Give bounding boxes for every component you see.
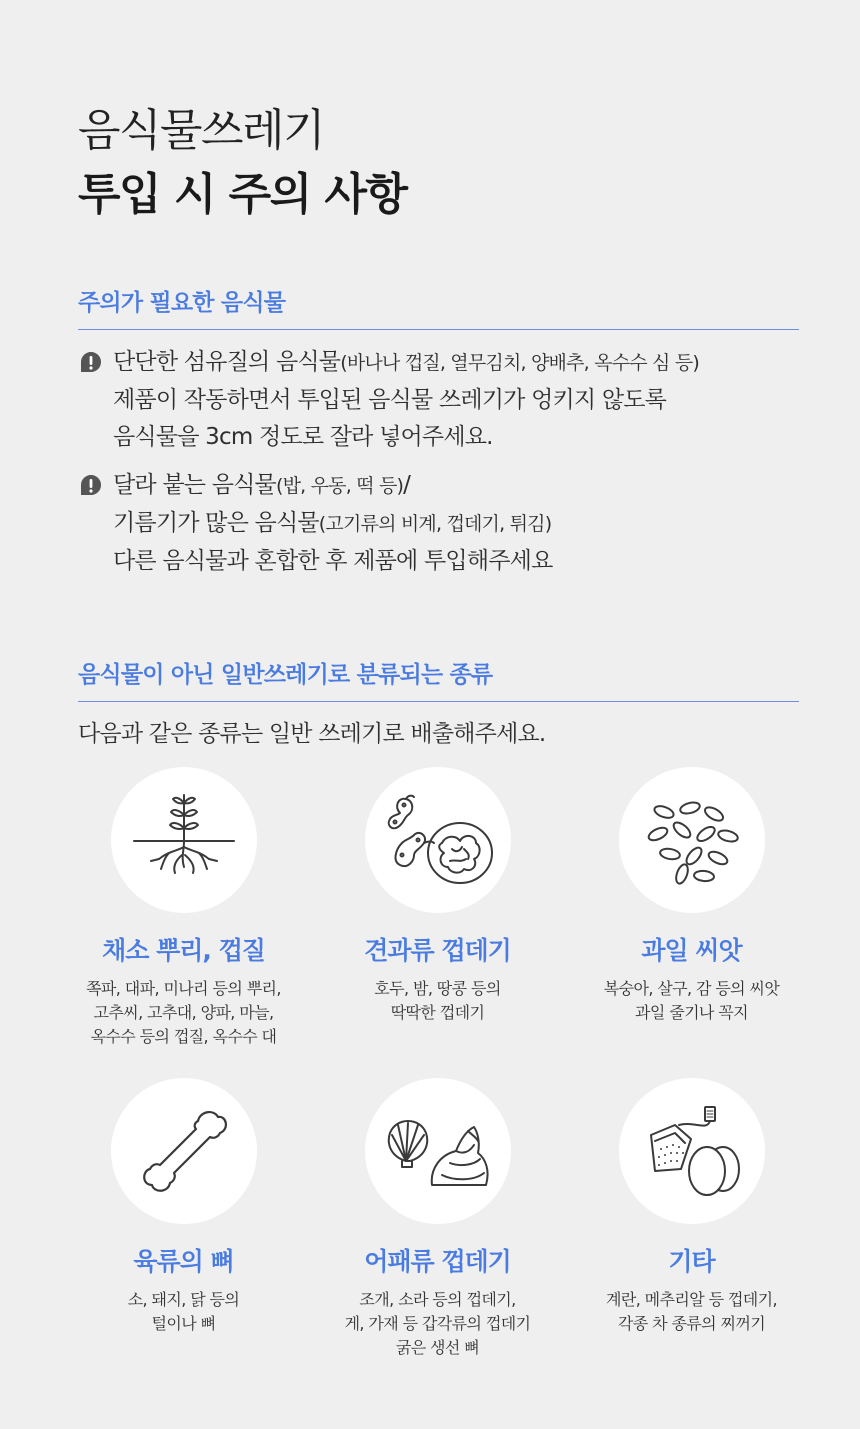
item-description: [548, 1288, 835, 1336]
item-title: 과일 씨앗: [641, 936, 742, 965]
item-desc-line: 쪽파, 대파, 미나리 등의 뿌리,: [86, 979, 281, 998]
item-desc-line: 딱딱한 껍데기: [390, 1003, 485, 1022]
item-icon-circle: [365, 767, 511, 913]
item-desc-line: 각종 차 종류의 찌꺼기: [617, 1314, 766, 1333]
item-desc-line: 과일 줄기나 꼭지: [635, 1003, 748, 1022]
notice-1-main: 단단한 섬유질의 음식물: [113, 349, 341, 375]
item-title: 기타: [668, 1247, 715, 1276]
item-desc-line: 호두, 밤, 땅콩 등의: [374, 979, 501, 998]
seashell-icon: [380, 1101, 496, 1201]
notice-sticky-food: [80, 467, 800, 580]
item-desc-line: 복숭아, 살구, 감 등의 씨앗: [603, 979, 780, 998]
notice-2-examples: (밥, 우동, 떡 등): [275, 475, 404, 497]
teabag-egg-icon: [637, 1101, 747, 1201]
item-icon-circle: [111, 767, 257, 913]
item-desc-line: 계란, 메추리알 등 껍데기,: [606, 1290, 777, 1309]
item-desc-line: 소, 돼지, 닭 등의: [127, 1290, 240, 1309]
item-icon-circle: [111, 1078, 257, 1224]
section-heading-caution: 주의가 필요한 음식물: [78, 284, 799, 330]
item-fruit-seeds: [548, 767, 835, 1025]
item-shellfish: [294, 1078, 581, 1360]
item-desc-line: 옥수수 등의 껍질, 옥수수 대: [90, 1027, 277, 1046]
item-title: 채소 뿌리, 껍질: [102, 936, 265, 965]
item-description: [40, 1288, 327, 1336]
fruit-seed-icon: [642, 790, 742, 890]
page-title-line1: 음식물쓰레기: [78, 105, 325, 156]
notice-2-main: 달라 붙는 음식물: [113, 472, 276, 498]
item-desc-line: 굵은 생선 뼈: [395, 1338, 480, 1357]
item-title: 어패류 껍데기: [364, 1247, 511, 1276]
notice-2-line2-main: 기름기가 많은 음식물: [113, 510, 319, 536]
nut-shell-icon: [380, 785, 496, 895]
notice-2-slash: /: [403, 472, 411, 498]
section-heading-general-waste: 음식물이 아닌 일반쓰레기로 분류되는 종류: [78, 656, 799, 702]
notice-2-line2-examples: (고기류의 비계, 껍데기, 튀김): [318, 513, 552, 535]
alert-icon: [80, 474, 102, 496]
notice-fibrous-food: [80, 344, 800, 456]
item-vegetable-roots: [40, 767, 327, 1049]
item-desc-line: 털이나 뼈: [151, 1314, 216, 1333]
alert-icon: [80, 351, 102, 373]
item-icon-circle: [619, 1078, 765, 1224]
page-title-line2: 투입 시 주의 사항: [78, 169, 407, 220]
item-desc-line: 고추씨, 고추대, 양파, 마늘,: [93, 1003, 274, 1022]
item-meat-bones: [40, 1078, 327, 1336]
item-desc-line: 조개, 소라 등의 껍데기,: [359, 1290, 516, 1309]
item-description: [548, 977, 835, 1025]
notice-2-line3: 다른 음식물과 혼합한 후 제품에 투입해주세요: [113, 548, 553, 574]
item-title: 육류의 뼈: [133, 1247, 234, 1276]
item-others: [548, 1078, 835, 1336]
plant-root-icon: [129, 785, 239, 895]
notice-1-examples: (바나나 껍질, 열무김치, 양배추, 옥수수 심 등): [340, 352, 700, 374]
item-icon-circle: [619, 767, 765, 913]
notice-1-line3: 음식물을 3cm 정도로 잘라 넣어주세요.: [113, 424, 493, 450]
item-description: [294, 1288, 581, 1360]
bone-icon: [134, 1101, 234, 1201]
item-icon-circle: [365, 1078, 511, 1224]
general-waste-intro: 다음과 같은 종류는 일반 쓰레기로 배출해주세요.: [78, 721, 546, 747]
notice-1-line2: 제품이 작동하면서 투입된 음식물 쓰레기가 엉키지 않도록: [113, 387, 667, 413]
item-desc-line: 게, 가재 등 갑각류의 껍데기: [344, 1314, 531, 1333]
item-description: [40, 977, 327, 1049]
item-description: [294, 977, 581, 1025]
item-nut-shells: [294, 767, 581, 1025]
item-title: 견과류 껍데기: [364, 936, 511, 965]
